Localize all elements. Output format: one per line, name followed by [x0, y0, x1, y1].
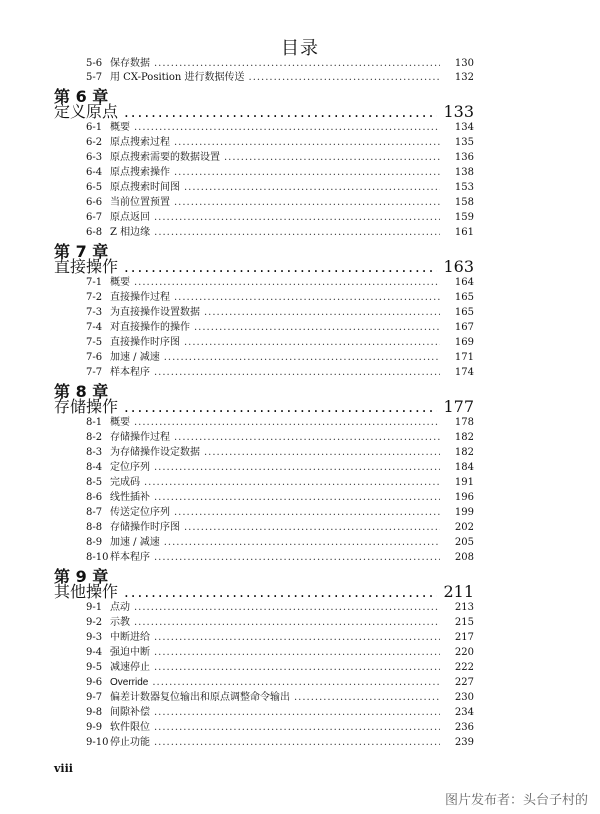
entry-page: 227 — [454, 677, 474, 688]
entry-number: 8-8 — [86, 522, 103, 533]
entry-number: 8-4 — [86, 462, 103, 473]
toc-entry — [86, 505, 474, 519]
toc-entry — [86, 550, 474, 564]
dot-leader — [174, 432, 440, 444]
toc-entry — [86, 690, 474, 704]
dot-leader — [204, 447, 440, 459]
toc-entry — [86, 600, 474, 614]
entry-text: 直接操作过程 — [110, 292, 170, 303]
entry-number: 9-1 — [86, 602, 103, 613]
dot-leader — [224, 152, 440, 164]
dot-leader — [174, 167, 440, 179]
toc-entry — [86, 535, 474, 549]
entry-number: 6-8 — [86, 227, 103, 238]
entry-number: 8-7 — [86, 507, 103, 518]
toc-entry — [86, 180, 474, 194]
dot-leader — [249, 72, 440, 84]
entry-page: 165 — [454, 292, 474, 303]
entry-text: Z 相边缘 — [110, 227, 151, 238]
entry-text: 概要 — [110, 122, 130, 133]
entry-text: 示教 — [110, 617, 130, 628]
chapter-page: 177 — [443, 397, 474, 416]
chapter-label: 第 6 章 — [54, 87, 109, 106]
entry-page: 222 — [454, 662, 474, 673]
entry-number: 9-9 — [86, 722, 103, 733]
dot-leader — [134, 417, 440, 429]
entry-page: 174 — [454, 367, 474, 378]
toc-entry — [86, 290, 474, 304]
entry-text: 样本程序 — [110, 367, 150, 378]
entry-number: 8-5 — [86, 477, 103, 488]
entry-text: 加速 / 减速 — [110, 352, 160, 363]
entry-page: 165 — [454, 307, 474, 318]
toc-entry — [86, 415, 474, 429]
entry-number: 6-1 — [86, 122, 103, 133]
page-number-footer: viii — [54, 762, 73, 775]
dot-leader — [154, 58, 440, 70]
page-title: 目录 — [281, 38, 319, 59]
watermark: 图片发布者：头台子村的 — [444, 793, 588, 808]
chapter-label: 第 8 章 — [54, 382, 109, 401]
toc-entry — [86, 365, 474, 379]
entry-number: 7-4 — [86, 322, 103, 333]
dot-leader — [144, 477, 440, 489]
entry-number: 9-7 — [86, 692, 103, 703]
entry-text: 保存数据 — [110, 58, 150, 69]
entry-text: 减速停止 — [110, 662, 150, 673]
entry-page: 196 — [454, 492, 474, 503]
entry-text: 定位序列 — [110, 462, 150, 473]
toc-entry — [86, 275, 474, 289]
chapter-page: 211 — [443, 582, 474, 601]
entry-text: 加速 / 减速 — [110, 537, 160, 548]
entry-text: 点动 — [110, 602, 130, 613]
toc-entry — [86, 645, 474, 659]
dot-leader — [154, 722, 440, 734]
entry-number: 7-1 — [86, 277, 103, 288]
dot-leader — [184, 522, 440, 534]
entry-page: 217 — [454, 632, 474, 643]
toc-entry — [86, 615, 474, 629]
entry-number: 9-10 — [86, 737, 109, 748]
entry-text: 停止功能 — [110, 737, 150, 748]
dot-leader — [124, 398, 437, 416]
dot-leader — [154, 707, 440, 719]
dot-leader — [154, 227, 440, 239]
toc-entry — [86, 630, 474, 644]
entry-text: 间隙补偿 — [110, 707, 150, 718]
entry-page: 205 — [454, 537, 474, 548]
dot-leader — [174, 292, 440, 304]
entry-page: 171 — [454, 352, 474, 363]
entry-text: 对直接操作的操作 — [110, 322, 190, 333]
chapter-title: 其他操作 — [54, 582, 119, 601]
entry-number: 7-6 — [86, 352, 103, 363]
toc-entry — [86, 445, 474, 459]
entry-page: 161 — [454, 227, 474, 238]
entry-page: 153 — [454, 182, 474, 193]
dot-leader — [134, 617, 440, 629]
entry-number: 8-3 — [86, 447, 103, 458]
entry-number: 9-5 — [86, 662, 103, 673]
entry-number: 7-7 — [86, 367, 103, 378]
entry-text: 原点返回 — [110, 212, 150, 223]
chapter-page: 133 — [443, 102, 474, 121]
entry-page: 208 — [454, 552, 474, 563]
entry-text: 概要 — [110, 277, 130, 288]
entry-text: 强迫中断 — [110, 647, 150, 658]
entry-page: 167 — [454, 322, 474, 333]
toc-entry — [86, 430, 474, 444]
dot-leader — [154, 367, 440, 379]
entry-number: 6-2 — [86, 137, 103, 148]
dot-leader — [184, 337, 440, 349]
entry-page: 213 — [454, 602, 474, 613]
dot-leader — [154, 737, 440, 749]
entry-text: 原点搜索时间图 — [110, 182, 180, 193]
entry-page: 134 — [454, 122, 474, 133]
entry-page: 239 — [454, 737, 474, 748]
toc-entry — [86, 705, 474, 719]
dot-leader — [154, 492, 440, 504]
toc-entry — [86, 70, 474, 84]
entry-page: 220 — [454, 647, 474, 658]
entry-text: 直接操作时序图 — [110, 337, 180, 348]
toc-entry — [86, 305, 474, 319]
entry-page: 136 — [454, 152, 474, 163]
dot-leader — [154, 632, 440, 644]
dot-leader — [154, 647, 440, 659]
dot-leader — [134, 122, 440, 134]
chapter-label: 第 9 章 — [54, 567, 109, 586]
entry-text: 用 CX-Position 进行数据传送 — [110, 72, 245, 83]
entry-number: 9-2 — [86, 617, 103, 628]
entry-number: 8-10 — [86, 552, 109, 563]
entry-number: 8-1 — [86, 417, 103, 428]
chapter-title: 存储操作 — [54, 397, 119, 416]
dot-leader — [134, 602, 440, 614]
entry-page: 169 — [454, 337, 474, 348]
entry-text: 软件限位 — [110, 722, 150, 733]
entry-number: 6-6 — [86, 197, 103, 208]
dot-leader — [154, 662, 440, 674]
entry-number: 7-3 — [86, 307, 103, 318]
entry-page: 191 — [454, 477, 474, 488]
entry-page: 158 — [454, 197, 474, 208]
entry-text: 中断进给 — [110, 632, 150, 643]
toc-entry — [86, 490, 474, 504]
entry-text: 线性插补 — [110, 492, 150, 503]
dot-leader — [164, 352, 440, 364]
toc-entry — [86, 150, 474, 164]
entry-page: 236 — [454, 722, 474, 733]
toc-entry — [86, 320, 474, 334]
entry-page: 164 — [454, 277, 474, 288]
dot-leader — [164, 537, 440, 549]
entry-text: 原点搜索操作 — [110, 167, 170, 178]
entry-number: 9-3 — [86, 632, 103, 643]
entry-page: 159 — [454, 212, 474, 223]
entry-number: 9-4 — [86, 647, 103, 658]
entry-text: 为存储操作设定数据 — [110, 447, 200, 458]
toc-entry — [86, 225, 474, 239]
toc-entry — [86, 475, 474, 489]
entry-number: 6-3 — [86, 152, 103, 163]
entry-number: 6-5 — [86, 182, 103, 193]
entry-number: 8-2 — [86, 432, 103, 443]
entry-text: 当前位置预置 — [110, 197, 170, 208]
dot-leader — [204, 307, 440, 319]
entry-page: 182 — [454, 447, 474, 458]
dot-leader — [154, 212, 440, 224]
entry-number: 6-4 — [86, 167, 103, 178]
dot-leader — [124, 103, 437, 121]
entry-text: Override — [110, 677, 149, 688]
entry-page: 184 — [454, 462, 474, 473]
dot-leader — [154, 552, 440, 564]
toc-entry — [86, 350, 474, 364]
toc-entry — [86, 56, 474, 70]
entry-text: 样本程序 — [110, 552, 150, 563]
entry-number: 7-5 — [86, 337, 103, 348]
toc-entry — [86, 520, 474, 534]
toc-entry — [86, 135, 474, 149]
entry-text: 原点搜索过程 — [110, 137, 170, 148]
dot-leader — [152, 677, 440, 689]
entry-text: 存储操作时序图 — [110, 522, 180, 533]
toc-entry — [86, 210, 474, 224]
toc-entry — [86, 335, 474, 349]
chapter-page: 163 — [443, 257, 474, 276]
dot-leader — [134, 277, 440, 289]
entry-number: 9-6 — [86, 677, 103, 688]
entry-text: 存储操作过程 — [110, 432, 170, 443]
dot-leader — [174, 197, 440, 209]
toc-entry — [86, 735, 474, 749]
entry-page: 182 — [454, 432, 474, 443]
entry-page: 130 — [454, 58, 474, 69]
dot-leader — [194, 322, 440, 334]
entry-text: 完成码 — [110, 477, 140, 488]
chapter-heading — [54, 581, 474, 601]
entry-page: 199 — [454, 507, 474, 518]
toc-entry — [86, 195, 474, 209]
toc-entry — [86, 720, 474, 734]
entry-text: 传送定位序列 — [110, 507, 170, 518]
dot-leader — [184, 182, 440, 194]
entry-number: 6-7 — [86, 212, 103, 223]
entry-text: 为直接操作设置数据 — [110, 307, 200, 318]
entry-page: 132 — [454, 72, 474, 83]
toc-entry — [86, 460, 474, 474]
entry-number: 8-6 — [86, 492, 103, 503]
entry-page: 230 — [454, 692, 474, 703]
toc-entry — [86, 675, 474, 689]
chapter-heading — [54, 396, 474, 416]
dot-leader — [294, 692, 440, 704]
entry-number: 9-8 — [86, 707, 103, 718]
chapter-title: 直接操作 — [54, 257, 119, 276]
entry-text: 偏差计数器复位输出和原点调整命令输出 — [110, 692, 290, 703]
entry-text: 原点搜索需要的数据设置 — [110, 152, 220, 163]
entry-number: 7-2 — [86, 292, 103, 303]
entry-page: 138 — [454, 167, 474, 178]
dot-leader — [174, 507, 440, 519]
chapter-label: 第 7 章 — [54, 242, 109, 261]
dot-leader — [124, 258, 437, 276]
chapter-heading — [54, 256, 474, 276]
entry-number: 5-6 — [86, 58, 103, 69]
toc-entry — [86, 660, 474, 674]
dot-leader — [174, 137, 440, 149]
dot-leader — [154, 462, 440, 474]
chapter-title: 定义原点 — [54, 102, 119, 121]
toc-entry — [86, 120, 474, 134]
dot-leader — [124, 583, 437, 601]
entry-page: 135 — [454, 137, 474, 148]
entry-page: 202 — [454, 522, 474, 533]
chapter-heading — [54, 101, 474, 121]
entry-number: 5-7 — [86, 72, 103, 83]
entry-page: 178 — [454, 417, 474, 428]
entry-number: 8-9 — [86, 537, 103, 548]
toc-entry — [86, 165, 474, 179]
entry-page: 215 — [454, 617, 474, 628]
entry-text: 概要 — [110, 417, 130, 428]
entry-page: 234 — [454, 707, 474, 718]
